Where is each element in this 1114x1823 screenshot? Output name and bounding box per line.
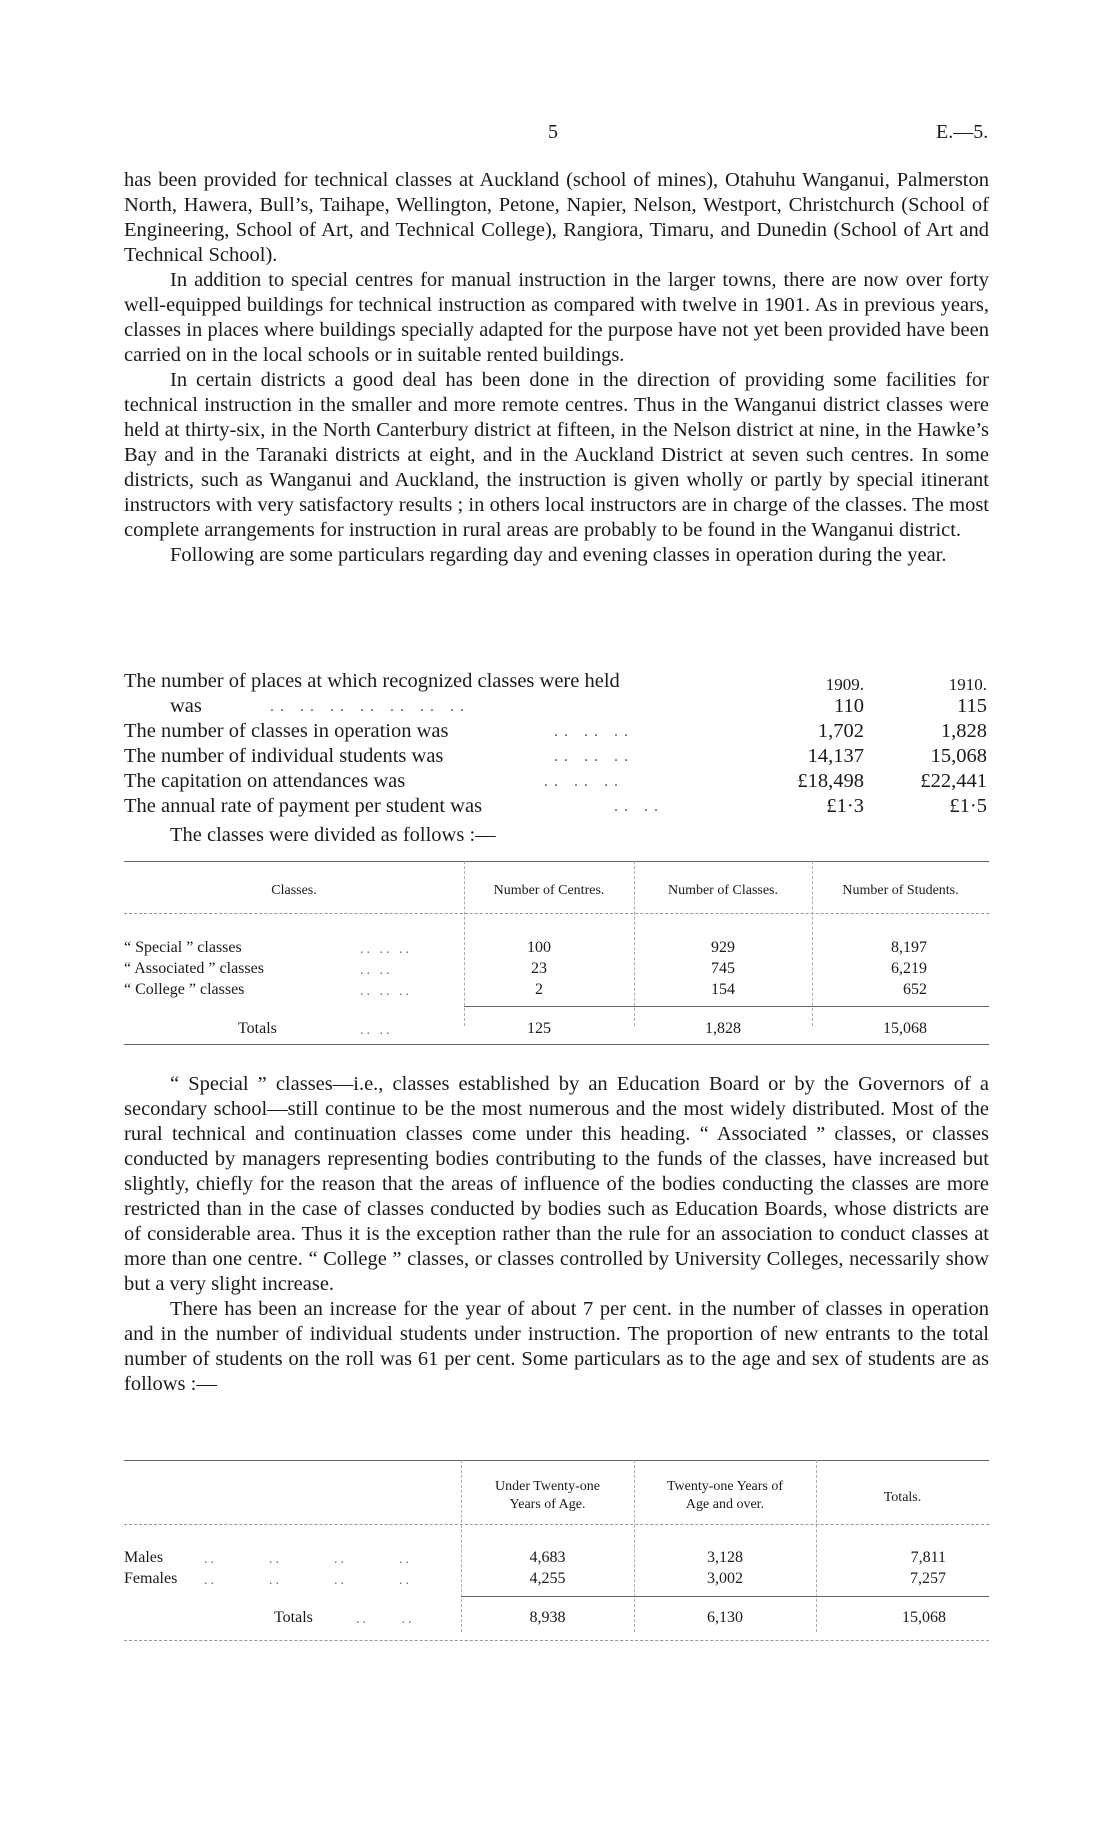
table-cell: 8,197	[891, 939, 927, 956]
totals-cell: 15,068	[902, 1609, 946, 1626]
table-row-label: Females	[124, 1570, 178, 1587]
table-cell: 3,002	[707, 1570, 743, 1587]
column-header-centres: Number of Centres.	[493, 883, 605, 898]
table-rule	[124, 861, 989, 862]
classes-table	[124, 858, 989, 1048]
statistic-label: The capitation on attendances was	[124, 770, 406, 792]
leader-dots: .. ..	[360, 1023, 393, 1038]
leader-dots: .. .. ..	[360, 984, 412, 999]
statistic-value-1909: 14,137	[807, 745, 864, 767]
table-cell: 745	[711, 960, 735, 977]
totals-label: Totals	[274, 1609, 313, 1626]
leader-dots: .. .. .. ..	[204, 1573, 412, 1588]
statistics-row	[124, 694, 989, 719]
paragraph: Following are some particulars regarding day and evening classes in operation during the year.	[170, 544, 947, 566]
table-cell: 652	[903, 981, 927, 998]
statistic-label: The annual rate of payment per student was	[124, 795, 483, 817]
table-row-label: “ Associated ” classes	[124, 960, 264, 977]
header-line: Under Twenty-one	[495, 1479, 600, 1494]
statistics-intro-row	[124, 823, 989, 848]
table-row-label: “ Special ” classes	[124, 939, 242, 956]
table-cell: 7,811	[910, 1549, 946, 1566]
statistic-value-1910: 15,068	[930, 745, 987, 767]
leader-dots: .. .. .. ..	[204, 1552, 412, 1567]
statistics-list	[124, 669, 989, 848]
column-header-students: Number of Students.	[842, 883, 959, 898]
table-rule	[124, 1640, 989, 1641]
statistics-row	[124, 769, 989, 794]
column-header-totals: Totals.	[883, 1490, 922, 1505]
column-header-classes-count: Number of Classes.	[667, 883, 779, 898]
paragraph: In addition to special centres for manual instruction in the larger towns, there are now over forty well-equipped buildings for technical instruction as compared with twelve in 1901. As in previous years, classes in places where buildings specially adapted for the purpose have not yet been provided have been carried on in the local schools or in suitable rented buildings.	[124, 269, 989, 366]
paragraph: has been provided for technical classes at Auckland (school of mines), Otahuhu Wanganui, Palmerston North, Hawera, Bull’s, Taihape, Wellington, Petone, Napier, Nelson, Westport, Christchurch (School of Engineering, School of Art, and Technical College), Rangiora, Timaru, and Dunedin (School of Art and Technical School).	[124, 169, 989, 266]
leader-dots: .. ..	[356, 1612, 415, 1627]
table-cell: 2	[535, 981, 543, 998]
table-cell: 6,219	[891, 960, 927, 977]
statistic-value-1910: 115	[957, 695, 987, 717]
statistic-label: The number of individual students was	[124, 745, 444, 767]
year-1909-header: 1909.	[825, 675, 864, 694]
paragraph: There has been an increase for the year of about 7 per cent. in the number of classes in operation and in the number of individual students under instruction. The proportion of new entrants to the total number of students on the roll was 61 per cent. Some particulars as to the age and sex of students are as follows :—	[124, 1298, 989, 1395]
statistic-value-1910: £1·5	[949, 795, 987, 817]
statistics-row	[124, 794, 989, 819]
totals-cell: 15,068	[883, 1020, 927, 1037]
paragraph: “ Special ” classes—i.e., classes established by an Education Board or by the Governors of a secondary school—still continue to be the most numerous and the most widely distributed. Most of the rural technical and continuation classes come under this heading. “ Associated ” classes, or classes conducted by managers representing bodies contributing to the funds of the classes, have increased but slightly, chiefly for the reason that the areas of influence of the bodies conducting the classes are more restricted than in the case of classes conducted by bodies such as Education Boards, whose districts are of considerable area. Thus it is the exception rather than the rule for an association to conduct classes at more than one centre. “ College ” classes, or classes controlled by University Colleges, necessarily show but a very slight increase.	[124, 1073, 989, 1295]
leader-dots: .. ..	[614, 798, 664, 815]
statistic-value-1910: 1,828	[940, 720, 987, 742]
statistics-row	[124, 669, 989, 694]
totals-cell: 1,828	[705, 1020, 741, 1037]
totals-cell: 6,130	[707, 1609, 743, 1626]
table-cell: 100	[527, 939, 551, 956]
year-1910-header: 1910.	[948, 675, 987, 694]
body-text-2	[124, 1072, 989, 1397]
column-header-classes: Classes.	[271, 883, 317, 898]
leader-dots: .. .. ..	[544, 773, 624, 790]
table-row-label: “ College ” classes	[124, 981, 245, 998]
table-rule	[124, 1044, 989, 1045]
table-cell: 154	[711, 981, 735, 998]
table-rule	[124, 1460, 989, 1461]
age-sex-table	[124, 1458, 989, 1658]
statistic-label: was	[170, 695, 202, 717]
page-number: 5	[548, 121, 558, 143]
statistics-row	[124, 719, 989, 744]
table-cell: 3,128	[707, 1549, 743, 1566]
column-header-under-21	[461, 1478, 634, 1514]
table-cell: 929	[711, 939, 735, 956]
statistic-label: The number of places at which recognized classes were held	[124, 670, 620, 692]
totals-cell: 8,938	[529, 1609, 566, 1626]
totals-label: Totals	[238, 1020, 277, 1037]
document-reference: E.—5.	[936, 121, 989, 143]
column-header-21-and-over	[634, 1478, 816, 1514]
table-cell: 23	[531, 960, 547, 977]
statistic-value-1909: 110	[834, 695, 864, 717]
paragraph: In certain districts a good deal has been done in the direction of providing some facilities for technical instruction in the smaller and more remote centres. Thus in the Wanganui district classes were held at thirty-six, in the North Canterbury district at fifteen, in the Nelson district at nine, in the Hawke’s Bay and in the Taranaki districts at eight, and in the Auckland District at seven such centres. In some districts, such as Wanganui and Auckland, the instruction is given wholly or partly by special itinerant instructors with very satisfactory results ; in others local instructors are in charge of the classes. The most complete arrangements for instruction in rural areas are probably to be found in the Wanganui district.	[124, 369, 989, 541]
totals-cell: 125	[527, 1020, 551, 1037]
statistic-value-1910: £22,441	[920, 770, 987, 792]
leader-dots: .. .. ..	[360, 942, 412, 957]
header-line: Twenty-one Years of	[666, 1479, 784, 1494]
leader-dots: .. .. ..	[554, 748, 634, 765]
table-rule	[124, 1524, 989, 1525]
statistics-row	[124, 744, 989, 769]
statistic-value-1909: 1,702	[817, 720, 864, 742]
header-line: Years of Age.	[509, 1497, 586, 1512]
table-cell: 7,257	[910, 1570, 946, 1587]
table-rule	[464, 1006, 989, 1007]
table-cell: 4,683	[529, 1549, 566, 1566]
body-text-1	[124, 168, 989, 568]
leader-dots: .. .. ..	[554, 723, 634, 740]
table-cell: 4,255	[529, 1570, 566, 1587]
statistic-label: The number of classes in operation was	[124, 720, 449, 742]
header-line: Age and over.	[685, 1497, 765, 1512]
table-intro: The classes were divided as follows :—	[170, 824, 496, 846]
table-rule	[461, 1596, 989, 1597]
table-row-label: Males	[124, 1549, 164, 1566]
statistic-value-1909: £18,498	[797, 770, 864, 792]
statistic-value-1909: £1·3	[826, 795, 864, 817]
leader-dots: .. ..	[360, 963, 393, 978]
table-rule	[124, 913, 989, 914]
leader-dots: .. .. .. .. .. .. ..	[270, 698, 470, 715]
